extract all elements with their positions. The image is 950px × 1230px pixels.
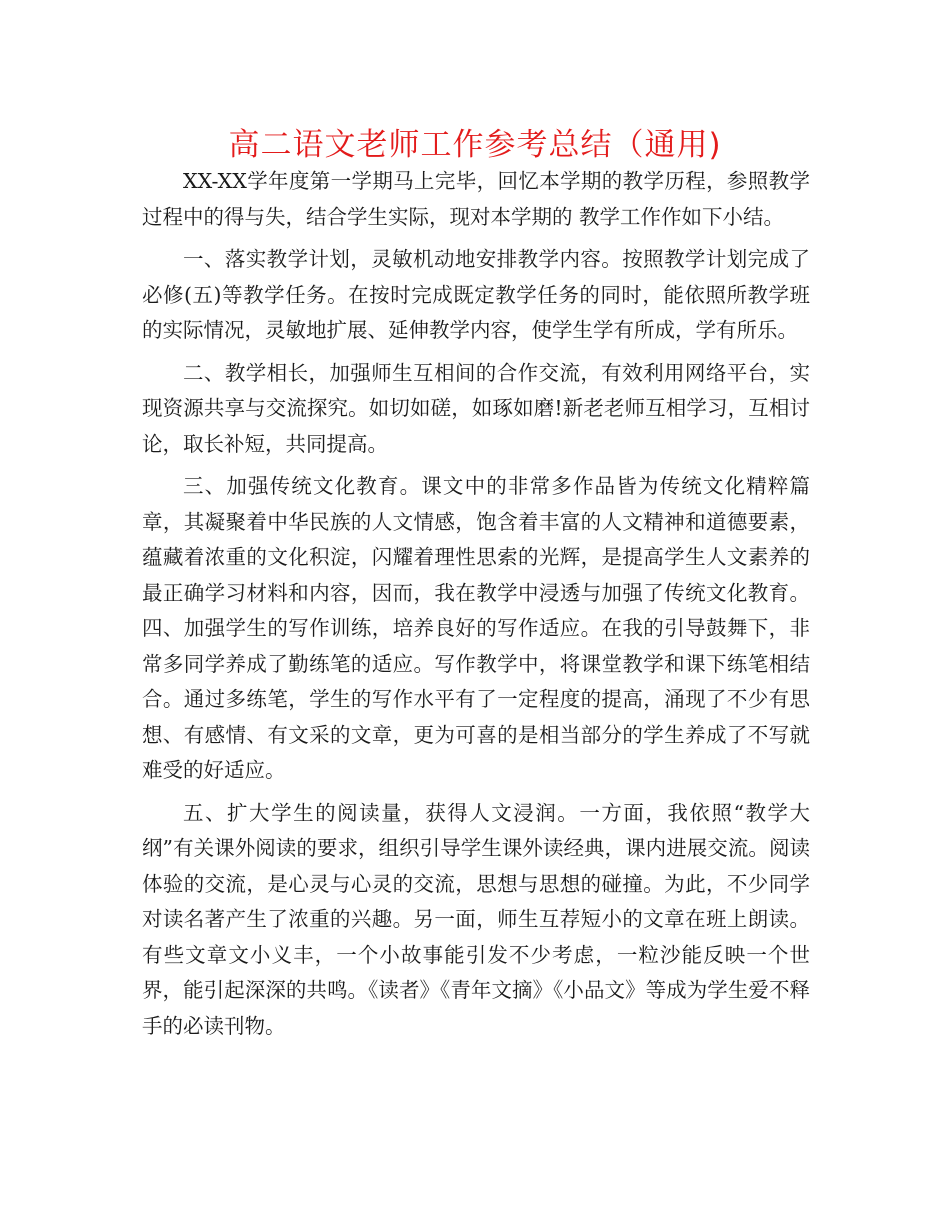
paragraph-section-1: 一、落实教学计划，灵敏机动地安排教学内容。按照教学计划完成了必修(五)等教学任务。在按时完成既定教学任务的同时，能依照所教学班的实际情况，灵敏地扩展、延伸教学内容，使学生学有所成，学有所乐。 [142, 247, 810, 342]
document-title: 高二语文老师工作参考总结（通用) [228, 127, 722, 163]
paragraph-intro: XX-XX学年度第一学期马上完毕，回忆本学期的教学历程，参照教学过程中的得与失，结合学生实际，现对本学期的 教学工作作如下小结。 [142, 169, 810, 229]
paragraph-section-5: 五、扩大学生的阅读量，获得人文浸润。一方面，我依照“教学大纲”有关课外阅读的要求，组织引导学生课外读经典，课内进展交流。阅读体验的交流，是心灵与心灵的交流，思想与思想的碰撞。为此，不少同学对读名著产生了浓重的兴趣。另一面，师生互荐短小的文章在班上朗读。有些文章文小义丰，一个小故事能引发不少考虑，一粒沙能反映一个世界，能引起深深的共鸣。《读者》《青年文摘》《小品文》等成为学生爱不释手的必读刊物。 [142, 800, 810, 1038]
paragraph-section-2: 二、教学相长，加强师生互相间的合作交流，有效利用网络平台，实现资源共享与交流探究。如切如磋，如琢如磨!新老老师互相学习，互相讨论，取长补短，共同提高。 [142, 360, 810, 456]
paragraph-section-3-4: 三、加强传统文化教育。课文中的非常多作品皆为传统文化精粹篇章，其凝聚着中华民族的人文情感，饱含着丰富的人文精神和道德要素，蕴藏着浓重的文化积淀，闪耀着理性思索的光辉，是提高学生人文素养的最正确学习材料和内容，因而，我在教学中浸透与加强了传统文化教育。四、加强学生的写作训练，培养良好的写作适应。在我的引导鼓舞下，非常多同学养成了勤练笔的适应。写作教学中，将课堂教学和课下练笔相结合。通过多练笔，学生的写作水平有了一定程度的提高，涌现了不少有思想、有感情、有文采的文章，更为可喜的是相当部分的学生养成了不写就难受的好适应。 [142, 474, 810, 782]
document-body [142, 164, 810, 1051]
